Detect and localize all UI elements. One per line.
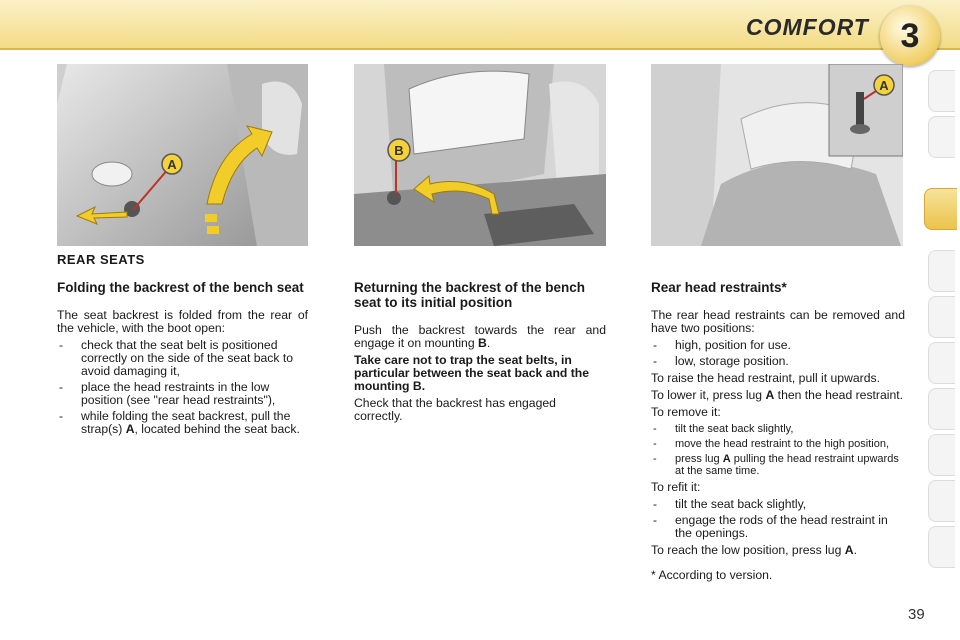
- chapter-tab[interactable]: [928, 250, 955, 292]
- callout-label-a: A: [167, 157, 177, 172]
- heading-folding: Folding the backrest of the bench seat: [57, 280, 304, 295]
- callout-label-b: B: [394, 143, 404, 158]
- list-item: - engage the rods of the head restraint in the openings.: [651, 514, 905, 540]
- chapter-tab[interactable]: [928, 342, 955, 384]
- returning-p1: Push the backrest towards the rear and engage it on mounting B.: [354, 323, 606, 350]
- column-returning: [354, 280, 606, 427]
- column-head-restraints: [651, 280, 905, 586]
- list-item: - tilt the seat back slightly,: [651, 498, 905, 511]
- page-number: 39: [908, 606, 925, 623]
- refit-title: To refit it:: [651, 480, 701, 494]
- returning-p3: Check that the backrest has engaged correctly.: [354, 396, 556, 423]
- callout-label-a: A: [879, 78, 889, 93]
- head-restraints-intro: The rear head restraints can be removed and have two positions:: [651, 308, 905, 335]
- chapter-tab[interactable]: [928, 116, 955, 158]
- footnote: * According to version.: [651, 568, 773, 582]
- list-item: - check that the seat belt is positioned correctly on the side of the seat back to avoid damaging it,: [57, 339, 308, 378]
- figure-returning-backrest: [354, 64, 606, 246]
- column-folding: [57, 280, 308, 440]
- list-item: - high, position for use.: [651, 339, 905, 352]
- chapter-tab[interactable]: [928, 296, 955, 338]
- folding-steps: [57, 339, 308, 436]
- list-item: - tilt the seat back slightly,: [651, 423, 905, 435]
- list-item: - while folding the seat backrest, pull the strap(s) A, located behind the seat back.: [57, 410, 308, 436]
- returning-warning: Take care not to trap the seat belts, in particular between the seat back and the mounting B.: [354, 353, 590, 393]
- refit-steps: [651, 498, 905, 540]
- low-position-text: To reach the low position, press lug A.: [651, 543, 857, 557]
- remove-title: To remove it:: [651, 405, 721, 419]
- folding-intro: The seat backrest is folded from the rear of the vehicle, with the boot open:: [57, 308, 308, 335]
- remove-steps: [651, 423, 905, 477]
- raise-text: To raise the head restraint, pull it upwards.: [651, 371, 880, 385]
- chapter-number-badge: 3: [880, 6, 940, 66]
- list-item: - move the head restraint to the high position,: [651, 438, 905, 450]
- chapter-tab[interactable]: [928, 70, 955, 112]
- section-title: REAR SEATS: [57, 252, 145, 267]
- heading-returning: Returning the backrest of the bench seat to its initial position: [354, 280, 586, 310]
- list-item: - low, storage position.: [651, 355, 905, 368]
- chapter-tab[interactable]: [928, 434, 955, 476]
- figure-folding-backrest: [57, 64, 308, 246]
- heading-head-restraints: Rear head restraints*: [651, 280, 787, 295]
- figure-head-restraints: [651, 64, 903, 246]
- chapter-tabs: [928, 70, 960, 580]
- list-item: - press lug A pulling the head restraint upwards at the same time.: [651, 453, 905, 477]
- positions-list: [651, 339, 905, 368]
- chapter-tab[interactable]: [928, 526, 955, 568]
- chapter-tab-active[interactable]: [924, 188, 957, 230]
- chapter-title: COMFORT: [746, 14, 869, 40]
- lower-text: To lower it, press lug A then the head restraint.: [651, 388, 904, 402]
- chapter-tab[interactable]: [928, 388, 955, 430]
- list-item: - place the head restraints in the low position (see "rear head restraints"),: [57, 381, 308, 407]
- chapter-tab[interactable]: [928, 480, 955, 522]
